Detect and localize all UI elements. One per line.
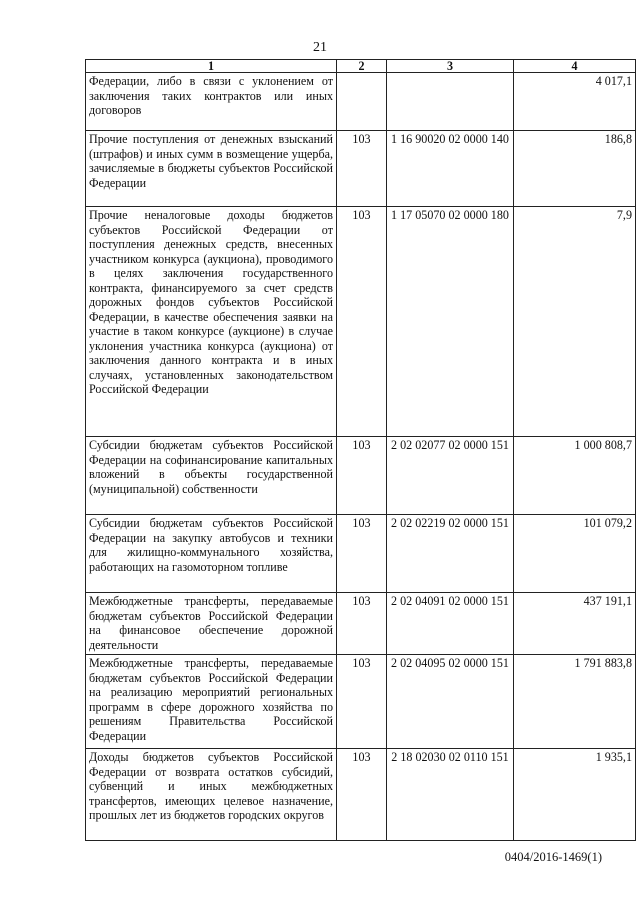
row-code: 103 — [337, 131, 387, 207]
row-name: Прочие неналоговые доходы бюджетов субъектов Российской Федерации от поступления денежных средств, внесенных участником конкурса (аукциона), проводимого в целях заключения государственного контракта, финансируемого за счет средств дорожных фондов субъектов Российской Федерации, в качестве обеспечения заявки на участие в таком конкурсе (аукционе) в случае уклонения участника конкурса (аукциона) от заключения данного контракта и в иных случаях, установленных законодательством Российской Федерации — [86, 207, 337, 437]
table-row — [86, 593, 636, 655]
row-code: 103 — [337, 593, 387, 655]
row-amount: 101 079,2 — [514, 515, 636, 593]
row-amount: 4 017,1 — [514, 73, 636, 131]
row-amount: 186,8 — [514, 131, 636, 207]
row-classification: 2 02 02219 02 0000 151 — [387, 515, 514, 593]
table-row — [86, 749, 636, 841]
row-classification: 2 02 02077 02 0000 151 — [387, 437, 514, 515]
table-row — [86, 207, 636, 437]
column-header-3: 3 — [387, 60, 514, 73]
column-header-1: 1 — [86, 60, 337, 73]
row-name: Межбюджетные трансферты, передаваемые бюджетам субъектов Российской Федерации на финансовое обеспечение дорожной деятельности — [86, 593, 337, 655]
row-name: Межбюджетные трансферты, передаваемые бюджетам субъектов Российской Федерации на реализацию мероприятий региональных программ в сфере дорожного хозяйства по решениям Правительства Российской Федерации — [86, 655, 337, 749]
row-code: 103 — [337, 749, 387, 841]
table-row — [86, 73, 636, 131]
row-name: Субсидии бюджетам субъектов Российской Федерации на софинансирование капитальных вложений в объекты государственной (муниципальной) собственности — [86, 437, 337, 515]
row-classification — [387, 73, 514, 131]
row-amount: 1 935,1 — [514, 749, 636, 841]
page-number: 21 — [313, 40, 327, 55]
row-name: Федерации, либо в связи с уклонением от заключения таких контрактов или иных договоров — [86, 73, 337, 131]
revenue-table — [85, 59, 636, 841]
document-code: 0404/2016-1469(1) — [504, 850, 602, 864]
row-classification: 1 16 90020 02 0000 140 — [387, 131, 514, 207]
table-row — [86, 131, 636, 207]
row-amount: 1 791 883,8 — [514, 655, 636, 749]
row-name: Субсидии бюджетам субъектов Российской Федерации на закупку автобусов и техники для жилищно-коммунального хозяйства, работающих на газомоторном топливе — [86, 515, 337, 593]
row-classification: 1 17 05070 02 0000 180 — [387, 207, 514, 437]
row-code: 103 — [337, 515, 387, 593]
row-code: 103 — [337, 655, 387, 749]
row-code: 103 — [337, 207, 387, 437]
row-code: 103 — [337, 437, 387, 515]
table-header-row — [86, 60, 636, 73]
table-row — [86, 515, 636, 593]
column-header-2: 2 — [337, 60, 387, 73]
row-amount: 437 191,1 — [514, 593, 636, 655]
row-classification: 2 02 04091 02 0000 151 — [387, 593, 514, 655]
row-amount: 7,9 — [514, 207, 636, 437]
row-classification: 2 18 02030 02 0110 151 — [387, 749, 514, 841]
row-name: Прочие поступления от денежных взысканий (штрафов) и иных сумм в возмещение ущерба, зачисляемые в бюджеты субъектов Российской Федерации — [86, 131, 337, 207]
table-row — [86, 655, 636, 749]
row-name: Доходы бюджетов субъектов Российской Федерации от возврата остатков субсидий, субвенций и иных межбюджетных трансфертов, имеющих целевое назначение, прошлых лет из бюджетов городских округов — [86, 749, 337, 841]
column-header-4: 4 — [514, 60, 636, 73]
table-row — [86, 437, 636, 515]
row-code — [337, 73, 387, 131]
row-classification: 2 02 04095 02 0000 151 — [387, 655, 514, 749]
row-amount: 1 000 808,7 — [514, 437, 636, 515]
